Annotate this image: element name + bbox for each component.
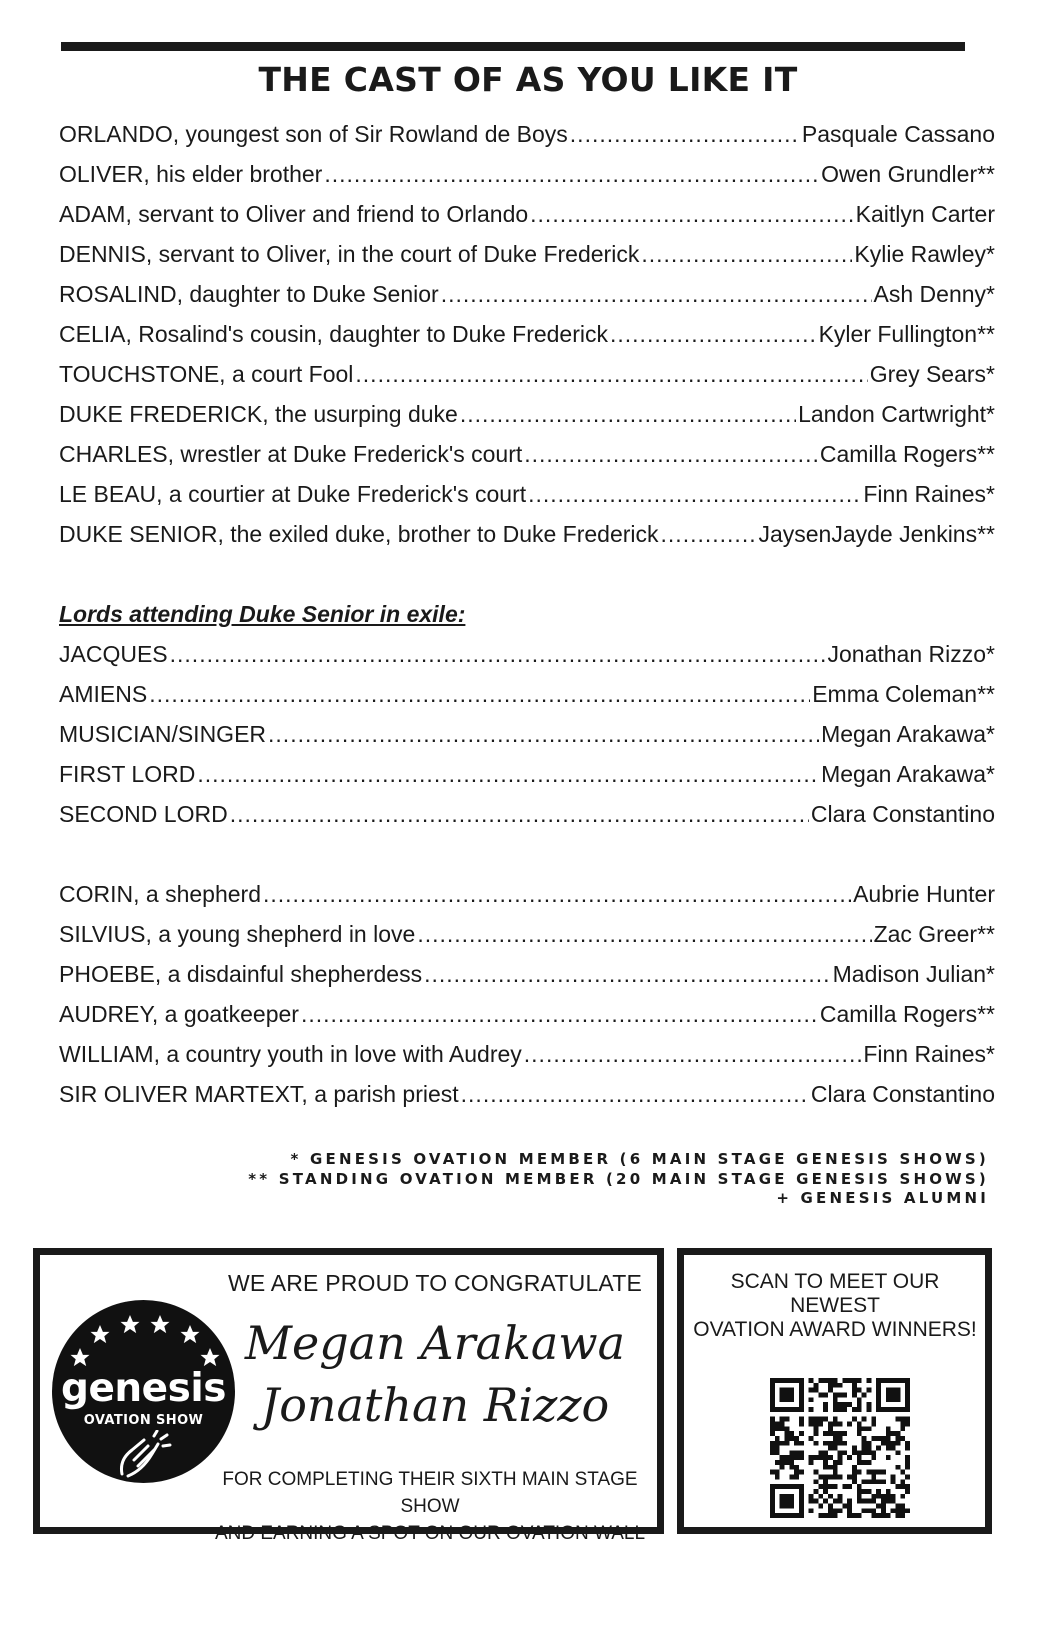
dot-leader	[524, 434, 818, 474]
cast-list	[59, 114, 995, 1114]
actor-name: Grey Sears*	[869, 361, 995, 387]
top-rule	[61, 42, 965, 51]
role-name: AUDREY, a goatkeeper	[59, 1001, 299, 1027]
actor-name: Kylie Rawley*	[854, 241, 995, 267]
role-name: DUKE SENIOR, the exiled duke, brother to Duke Frederick	[59, 521, 659, 547]
actor-name: Jonathan Rizzo*	[827, 641, 995, 667]
actor-name: Ash Denny*	[873, 281, 995, 307]
dot-leader	[417, 914, 871, 954]
dot-leader	[530, 194, 854, 234]
congrats-footer-line: FOR COMPLETING THEIR SIXTH MAIN STAGE SHOW	[222, 1469, 638, 1517]
actor-name: Pasquale Cassano	[801, 121, 995, 147]
genesis-ovation-logo	[52, 1300, 235, 1483]
cast-row	[59, 954, 995, 994]
cast-row	[59, 434, 995, 474]
lords-group	[59, 634, 995, 834]
dot-leader	[610, 314, 817, 354]
lords-heading: Lords attending Duke Senior in exile:	[59, 601, 466, 627]
role-name: ADAM, servant to Oliver and friend to Orlando	[59, 201, 529, 227]
spacer	[59, 554, 995, 594]
cast-row	[59, 154, 995, 194]
role-name: MUSICIAN/SINGER	[59, 721, 267, 747]
cast-row	[59, 914, 995, 954]
dot-leader	[570, 114, 800, 154]
cast-row	[59, 234, 995, 274]
cast-row	[59, 314, 995, 354]
cast-row	[59, 994, 995, 1034]
principal-cast-group	[59, 114, 995, 554]
spacer	[59, 834, 995, 874]
role-name: CORIN, a shepherd	[59, 881, 261, 907]
role-name: PHOEBE, a disdainful shepherdess	[59, 961, 423, 987]
qr-caption-line: OVATION AWARD WINNERS!	[693, 1318, 977, 1341]
role-name: ORLANDO, youngest son of Sir Rowland de Boys	[59, 121, 568, 147]
actor-name: Clara Constantino	[810, 1081, 995, 1107]
cast-row	[59, 1074, 995, 1114]
role-name: SIR OLIVER MARTEXT, a parish priest	[59, 1081, 459, 1107]
dot-leader	[170, 634, 826, 674]
cast-row	[59, 114, 995, 154]
dot-leader	[528, 474, 861, 514]
dot-leader	[355, 354, 867, 394]
dot-leader	[230, 794, 809, 834]
membership-legend	[248, 1150, 989, 1209]
role-name: CHARLES, wrestler at Duke Frederick's court	[59, 441, 523, 467]
clapping-hands-icon	[114, 1430, 174, 1478]
dot-leader	[461, 1074, 809, 1114]
role-name: AMIENS	[59, 681, 148, 707]
dot-leader	[524, 1034, 862, 1074]
page-title: THE CAST OF AS YOU LIKE IT	[258, 60, 798, 99]
role-name: SECOND LORD	[59, 801, 228, 827]
actor-name: Owen Grundler**	[821, 161, 995, 187]
qr-caption	[684, 1270, 986, 1342]
dot-leader	[149, 674, 810, 714]
actor-name: Clara Constantino	[810, 801, 995, 827]
cast-row	[59, 394, 995, 434]
cast-row	[59, 674, 995, 714]
role-name: WILLIAM, a country youth in love with Audrey	[59, 1041, 522, 1067]
cast-row	[59, 1034, 995, 1074]
role-name: OLIVER, his elder brother	[59, 161, 323, 187]
countryside-group	[59, 874, 995, 1114]
role-name: ROSALIND, daughter to Duke Senior	[59, 281, 439, 307]
cast-row	[59, 474, 995, 514]
dot-leader	[268, 714, 819, 754]
legend-line: ** STANDING OVATION MEMBER (20 MAIN STAGE GENESIS SHOWS)	[248, 1169, 989, 1188]
actor-name: Aubrie Hunter	[853, 881, 995, 907]
dot-leader	[641, 234, 852, 274]
role-name: SILVIUS, a young shepherd in love	[59, 921, 416, 947]
logo-subtitle: OVATION SHOW	[83, 1413, 204, 1428]
actor-name: Finn Raines*	[863, 1041, 995, 1067]
honoree-name: Jonathan Rizzo	[260, 1378, 610, 1432]
qr-caption-line: SCAN TO MEET OUR	[730, 1270, 940, 1293]
dot-leader	[441, 274, 872, 314]
cast-row	[59, 274, 995, 314]
cast-row	[59, 714, 995, 754]
cast-row	[59, 634, 995, 674]
qr-code-icon[interactable]	[770, 1378, 910, 1518]
honoree-name: Megan Arakawa	[244, 1316, 626, 1370]
dot-leader	[661, 514, 757, 554]
dot-leader	[424, 954, 831, 994]
cast-row	[59, 194, 995, 234]
cast-row	[59, 794, 995, 834]
role-name: DUKE FREDERICK, the usurping duke	[59, 401, 458, 427]
role-name: FIRST LORD	[59, 761, 196, 787]
role-name: TOUCHSTONE, a court Fool	[59, 361, 354, 387]
legend-line: * GENESIS OVATION MEMBER (6 MAIN STAGE GENESIS SHOWS)	[290, 1150, 989, 1168]
role-name: CELIA, Rosalind's cousin, daughter to Duke Frederick	[59, 321, 608, 347]
role-name: LE BEAU, a courtier at Duke Frederick's court	[59, 481, 527, 507]
dot-leader	[460, 394, 796, 434]
actor-name: Emma Coleman**	[812, 681, 995, 707]
congrats-footer-line: AND EARNING A SPOT ON OUR OVATION WALL	[214, 1523, 646, 1544]
role-name: JACQUES	[59, 641, 168, 667]
role-name: DENNIS, servant to Oliver, in the court of Duke Frederick	[59, 241, 640, 267]
actor-name: Camilla Rogers**	[819, 1001, 995, 1027]
actor-name: Zac Greer**	[873, 921, 995, 947]
logo-brand: genesis	[61, 1366, 226, 1411]
actor-name: Finn Raines*	[863, 481, 995, 507]
dot-leader	[197, 754, 819, 794]
actor-name: Kaitlyn Carter	[855, 201, 995, 227]
dot-leader	[301, 994, 818, 1034]
dot-leader	[263, 874, 851, 914]
actor-name: Megan Arakawa*	[821, 721, 995, 747]
cast-row	[59, 514, 995, 554]
actor-name: Megan Arakawa*	[821, 761, 995, 787]
cast-row	[59, 754, 995, 794]
legend-line: + GENESIS ALUMNI	[776, 1189, 989, 1207]
actor-name: Madison Julian*	[832, 961, 995, 987]
cast-row	[59, 874, 995, 914]
actor-name: JaysenJayde Jenkins**	[758, 521, 995, 547]
congrats-footer	[195, 1466, 665, 1547]
congrats-heading: WE ARE PROUD TO CONGRATULATE	[227, 1270, 643, 1296]
actor-name: Landon Cartwright*	[798, 401, 995, 427]
actor-name: Kyler Fullington**	[818, 321, 995, 347]
qr-caption-line: NEWEST	[790, 1294, 880, 1317]
cast-row	[59, 354, 995, 394]
dot-leader	[324, 154, 819, 194]
actor-name: Camilla Rogers**	[819, 441, 995, 467]
